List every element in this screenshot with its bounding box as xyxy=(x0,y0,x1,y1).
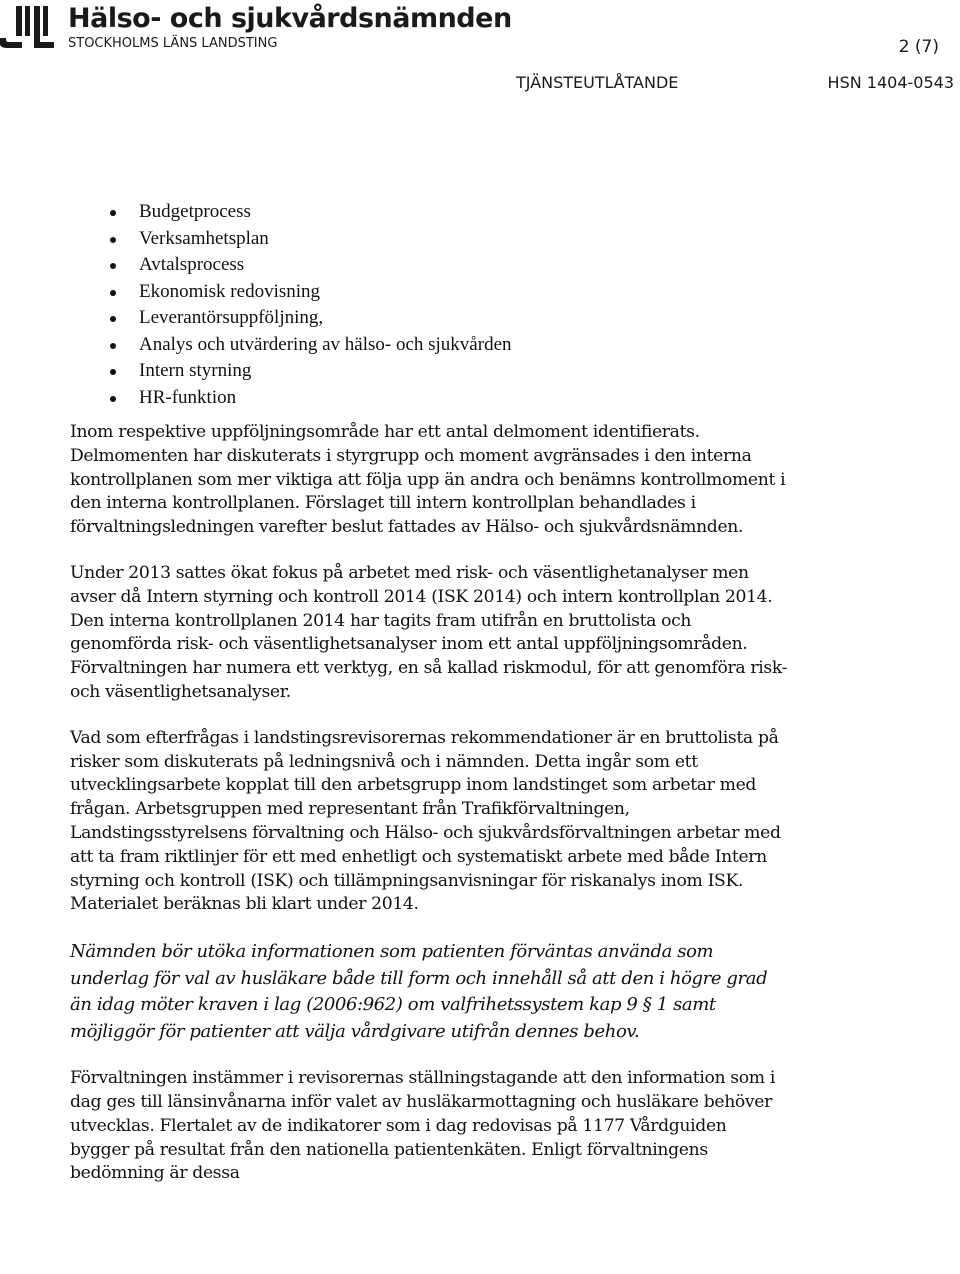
bullet-icon xyxy=(110,396,116,402)
document-type: TJÄNSTEUTLÅTANDE xyxy=(516,73,679,92)
list-item: HR-funktion xyxy=(70,385,790,412)
paragraph-delmoment: Inom respektive uppföljningsområde har ett antal delmoment identifierats. Delmomenten har diskuterats i styrgrupp och moment avgränsades i den interna kontrollplanen som mer viktiga att följa upp än andra och benämns kontrollmoment i den interna kontrollplanen. Förslaget till intern kontrollplan behandlades i förvaltningsledningen varefter beslut fattades av Hälso- och sjukvårdsnämnden. xyxy=(70,422,786,538)
list-item: Leverantörsuppföljning, xyxy=(70,305,790,332)
bullet-list xyxy=(70,199,790,411)
paragraph-risk-analysis: Under 2013 sattes ökat fokus på arbetet med risk- och väsentlighetanalyser men avser då Intern styrning och kontroll 2014 (ISK 2014) och intern kontrollplan 2014. Den interna kontrollplanen 2014 har tagits fram utifrån en bruttolista och genomförda risk- och väsentlighetsanalyser inom ett antal uppföljningsområden. Förvaltningen har numera ett verktyg, en så kallad riskmodul, för att genomföra risk- och väsentlighetsanalyser. xyxy=(70,562,788,702)
list-item: Intern styrning xyxy=(70,358,790,385)
list-item: Verksamhetsplan xyxy=(70,226,790,253)
list-item: Budgetprocess xyxy=(70,199,790,226)
bullet-icon xyxy=(110,210,116,216)
list-item: Ekonomisk redovisning xyxy=(70,279,790,306)
bullet-icon xyxy=(110,343,116,349)
document-body xyxy=(70,199,790,1186)
bullet-icon xyxy=(110,237,116,243)
paragraph-recommendation: Nämnden bör utöka informationen som patienten förväntas använda som underlag för val av husläkare både till form och innehåll så att den i högre grad än idag möter kraven i lag (2006:962) om valfrihetssystem kap 9 § 1 samt möjliggör för patienter att välja vårdgivare utifrån dennes behov. xyxy=(70,941,768,1042)
bullet-icon xyxy=(110,369,116,375)
bullet-icon xyxy=(110,263,116,269)
organization-subtitle: STOCKHOLMS LÄNS LANDSTING xyxy=(68,36,278,51)
document-reference: HSN 1404-0543 xyxy=(827,73,954,92)
sll-logo-icon xyxy=(0,4,56,50)
list-item: Analys och utvärdering av hälso- och sjukvården xyxy=(70,332,790,359)
organization-name: Hälso- och sjukvårdsnämnden xyxy=(68,3,512,34)
page-number: 2 (7) xyxy=(898,37,939,57)
bullet-icon xyxy=(110,316,116,322)
paragraph-bruttolista: Vad som efterfrågas i landstingsrevisorernas rekommendationer är en bruttolista på risker som diskuterats på ledningsnivå och i nämnden. Detta ingår som ett utvecklingsarbete kopplat till den arbetsgrupp inom landstinget som arbetar med frågan. Arbetsgruppen med representant från Trafikförvaltningen, Landstingsstyrelsens förvaltning och Hälso- och sjukvårdsförvaltningen arbetar med att ta fram riktlinjer för ett med enhetligt och systematiskt arbete med både Intern styrning och kontroll (ISK) och tillämpningsanvisningar för riskanalys inom ISK. Materialet beräknas bli klart under 2014. xyxy=(70,727,781,915)
list-item: Avtalsprocess xyxy=(70,252,790,279)
bullet-icon xyxy=(110,290,116,296)
paragraph-response: Förvaltningen instämmer i revisorernas ställningstagande att den information som i dag ges till länsinvånarna inför valet av husläkarmottagning och husläkare behöver utvecklas. Flertalet av de indikatorer som i dag redovisas på 1177 Vårdguiden bygger på resultat från den nationella patientenkäten. Enligt förvaltningens bedömning är dessa xyxy=(70,1068,775,1184)
